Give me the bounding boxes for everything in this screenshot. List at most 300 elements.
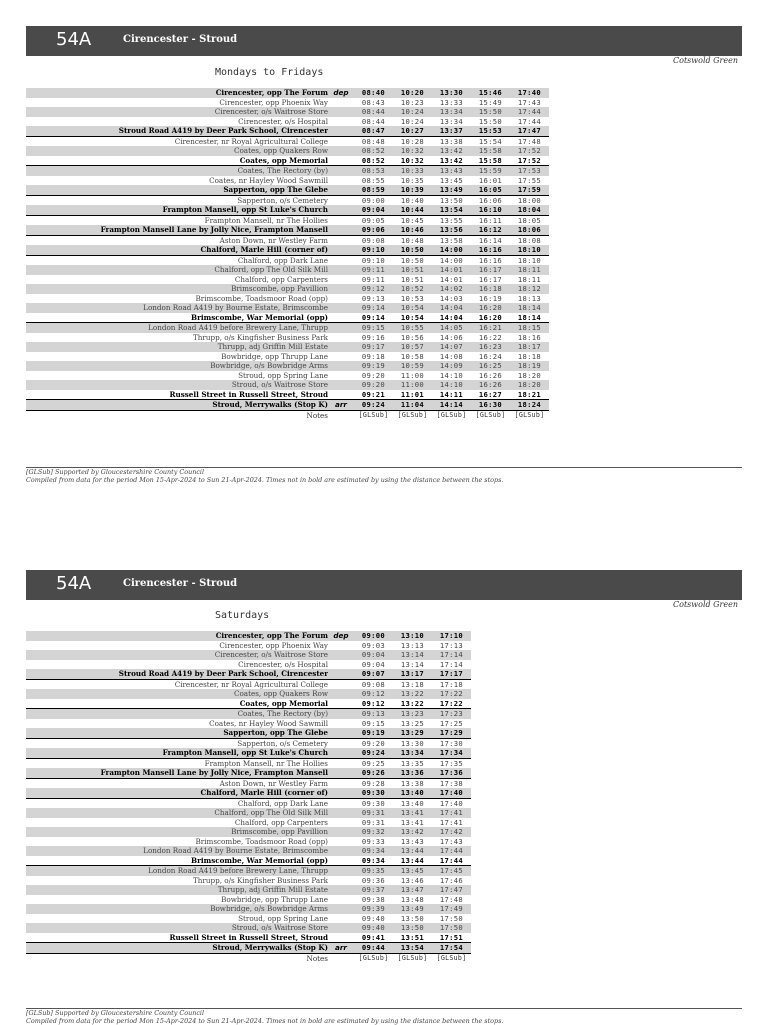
stop-name: Frampton Mansell Lane by Jolly Nice, Frampton Mansell: [26, 225, 328, 235]
note-code: [GLSub]: [393, 953, 432, 963]
departure-time: 13:54: [393, 943, 432, 954]
departure-time: 17:41: [432, 808, 471, 818]
dep-arr-marker: [328, 275, 354, 285]
timetable-row: [26, 650, 471, 660]
departure-time: 13:36: [393, 768, 432, 778]
dep-arr-marker: [328, 235, 354, 245]
departure-time: 16:26: [471, 380, 510, 390]
departure-time: 17:44: [439, 855, 464, 865]
note-code: [GLSub]: [432, 953, 471, 963]
stop-name: London Road A419 before Brewery Lane, Thrupp: [26, 323, 328, 333]
departure-time: 09:40: [361, 913, 386, 923]
departure-time: 17:40: [510, 88, 549, 98]
stop-name: London Road A419 by Bourne Estate, Brimscombe: [26, 303, 328, 313]
departure-time: 18:19: [510, 361, 549, 371]
stop-name: Brimscombe, opp Pavillion: [26, 827, 328, 837]
stop-name: Thrupp, o/s Kingfisher Business Park: [193, 332, 328, 342]
dep-arr-marker: [328, 136, 354, 146]
timetable-row: [26, 876, 471, 886]
departure-time: 17:44: [517, 116, 542, 126]
departure-time: 09:37: [354, 885, 393, 895]
departure-time: 13:17: [393, 669, 432, 679]
timetable-row: [26, 748, 471, 758]
dep-arr-marker: [328, 390, 354, 400]
footnote-support: [GLSub] Supported by Gloucestershire County Council: [26, 1009, 205, 1017]
departure-time: 16:17: [478, 274, 503, 284]
notes-label: Notes: [26, 953, 328, 963]
dep-arr-marker: [328, 313, 354, 323]
departure-time: 17:22: [432, 689, 471, 699]
dep-arr-marker: [328, 650, 354, 660]
notes-row: [26, 953, 471, 963]
stop-name: Stroud, o/s Waitrose Store: [26, 923, 328, 933]
stop-name: Coates, The Rectory (by): [26, 166, 328, 176]
departure-time: 16:22: [478, 332, 503, 342]
departure-time: 09:08: [354, 679, 393, 689]
departure-time: 13:50: [393, 923, 432, 933]
departure-time: 08:55: [361, 175, 386, 185]
dep-arr-marker: [328, 342, 354, 352]
dep-arr-marker: [328, 895, 354, 905]
departure-time: 09:13: [354, 709, 393, 719]
departure-time: 14:00: [432, 255, 471, 265]
departure-time: 14:06: [439, 332, 464, 342]
timetable-row: [26, 709, 471, 719]
stop-name: Bowbridge, o/s Bowbridge Arms: [26, 904, 328, 914]
departure-time: 09:31: [354, 808, 393, 818]
dep-arr-marker: [328, 709, 354, 719]
departure-time: 17:29: [432, 728, 471, 738]
dep-arr-marker: [328, 245, 354, 255]
route-banner: [26, 26, 742, 56]
dep-arr-marker: [328, 748, 354, 758]
departure-time: 13:50: [432, 195, 471, 205]
departure-time: 18:24: [510, 400, 549, 411]
operator-name: Cotswold Green: [673, 600, 738, 609]
departure-time: 17:14: [432, 650, 471, 660]
departure-time: 10:23: [400, 97, 425, 107]
departure-time: 09:35: [354, 866, 393, 876]
departure-time: 09:11: [361, 274, 386, 284]
departure-time: 09:21: [361, 389, 386, 399]
stop-name: Frampton Mansell, opp St Luke's Church: [26, 748, 328, 758]
dep-arr-marker: [328, 808, 354, 818]
timetable-row: [26, 719, 471, 729]
stop-name: Russell Street in Russell Street, Stroud: [169, 932, 328, 942]
departure-time: 13:55: [432, 215, 471, 225]
stop-name: Coates, opp Quakers Row: [26, 689, 328, 699]
timetable-row: [26, 255, 549, 265]
departure-time: 13:14: [393, 650, 432, 660]
timetable-row: [26, 284, 549, 294]
stop-name: Chalford, Marle Hill (corner of): [26, 245, 328, 255]
note-code: [GLSub]: [471, 410, 510, 420]
stop-name: Sapperton, opp The Glebe: [26, 728, 328, 738]
stop-name: Cirencester, opp Phoenix Way: [219, 640, 328, 650]
timetable-row: [26, 400, 549, 411]
departure-time: 18:14: [517, 312, 542, 322]
note-code: [GLSub]: [432, 410, 471, 420]
departure-time: 17:55: [517, 175, 542, 185]
departure-time: 08:47: [354, 126, 393, 136]
departure-time: 17:59: [510, 185, 549, 195]
departure-time: 10:39: [393, 185, 432, 195]
stop-name: Chalford, opp Dark Lane: [26, 255, 328, 265]
departure-time: 13:35: [393, 758, 432, 768]
dep-arr-marker: [328, 146, 354, 156]
departure-time: 17:14: [439, 659, 464, 669]
stop-name: Cirencester, nr Royal Agricultural College: [26, 679, 328, 689]
dep-arr-marker: [328, 885, 354, 895]
departure-time: 13:14: [400, 659, 425, 669]
dep-arr-marker: [328, 689, 354, 699]
stop-name: Thrupp, adj Griffin Mill Estate: [26, 885, 328, 895]
stop-name: Russell Street in Russell Street, Stroud: [169, 389, 328, 399]
dep-arr-marker: [328, 846, 354, 856]
stop-name: Cirencester, o/s Waitrose Store: [26, 650, 328, 660]
departure-time: 13:42: [432, 146, 471, 156]
departure-time: 09:00: [354, 631, 393, 641]
footnote-support: [GLSub] Supported by Gloucestershire County Council: [26, 468, 205, 476]
departure-time: 14:09: [432, 361, 471, 371]
departure-time: 13:46: [400, 875, 425, 885]
stop-name: Brimscombe, War Memorial (opp): [191, 312, 328, 322]
dep-arr-marker: [328, 255, 354, 265]
timetable-row: [26, 631, 471, 641]
departure-time: 18:14: [510, 303, 549, 313]
departure-time: 10:32: [393, 146, 432, 156]
timetable-row: [26, 294, 549, 304]
departure-time: 09:24: [354, 400, 393, 411]
route-title: Cirencester - Stroud: [123, 578, 238, 589]
dep-arr-marker: [328, 788, 354, 798]
departure-time: 13:38: [393, 778, 432, 788]
departure-time: 17:10: [432, 631, 471, 641]
note-code: [GLSub]: [354, 410, 393, 420]
stop-name: Sapperton, o/s Cemetery: [26, 195, 328, 205]
departure-time: 13:18: [393, 679, 432, 689]
departure-time: 13:45: [439, 175, 464, 185]
stop-name: Cirencester, o/s Hospital: [238, 116, 328, 126]
departure-time: 13:30: [393, 738, 432, 748]
timetable-row: [26, 885, 471, 895]
dep-arr-marker: [328, 195, 354, 205]
departure-time: 09:04: [354, 650, 393, 660]
timetable-row: [26, 333, 549, 343]
timetable-row: [26, 126, 549, 136]
departure-time: 16:06: [471, 195, 510, 205]
stop-name: Frampton Mansell, nr The Hollies: [26, 215, 328, 225]
dep-arr-marker: [328, 699, 354, 709]
departure-time: 16:16: [471, 245, 510, 255]
departure-time: 10:44: [393, 205, 432, 215]
departure-time: 10:40: [393, 195, 432, 205]
stop-name: Stroud, opp Spring Lane: [238, 913, 328, 923]
departure-time: 18:18: [517, 351, 542, 361]
route-title: Cirencester - Stroud: [123, 34, 238, 45]
dep-arr-marker: [328, 98, 354, 108]
departure-time: 14:14: [432, 400, 471, 411]
departure-time: 10:35: [400, 175, 425, 185]
dep-arr-marker: [328, 660, 354, 670]
dep-arr-marker: [328, 641, 354, 651]
departure-time: 13:49: [393, 904, 432, 914]
dep-arr-marker: [328, 798, 354, 808]
day-label: Mondays to Fridays: [215, 67, 324, 78]
departure-time: 15:50: [471, 107, 510, 117]
departure-time: 08:40: [354, 88, 393, 98]
timetable-row: [26, 195, 549, 205]
departure-time: 18:08: [510, 235, 549, 245]
departure-time: 11:00: [400, 370, 425, 380]
departure-time: 18:11: [510, 265, 549, 275]
departure-time: 14:05: [432, 323, 471, 333]
departure-time: 10:52: [393, 284, 432, 294]
departure-time: 17:17: [432, 669, 471, 679]
departure-time: 11:00: [393, 380, 432, 390]
departure-time: 10:55: [393, 323, 432, 333]
departure-time: 17:34: [432, 748, 471, 758]
timetable-row: [26, 923, 471, 933]
departure-time: 17:38: [432, 778, 471, 788]
departure-time: 14:07: [432, 342, 471, 352]
departure-time: 11:04: [393, 400, 432, 411]
departure-time: 09:26: [354, 768, 393, 778]
timetable-row: [26, 866, 471, 876]
stop-name: Chalford, opp Carpenters: [234, 817, 328, 827]
departure-time: 18:16: [517, 332, 542, 342]
departure-time: 10:56: [400, 332, 425, 342]
departure-time: 16:17: [471, 265, 510, 275]
stop-name: Coates, nr Hayley Wood Sawmill: [209, 175, 328, 185]
departure-time: 14:11: [439, 389, 464, 399]
departure-time: 13:42: [393, 827, 432, 837]
dep-arr-marker: [328, 176, 354, 186]
note-code: [GLSub]: [354, 953, 393, 963]
departure-time: 18:15: [510, 323, 549, 333]
stop-name: Coates, opp Quakers Row: [26, 146, 328, 156]
timetable-row: [26, 275, 549, 285]
departure-time: 13:40: [393, 798, 432, 808]
departure-time: 17:54: [432, 943, 471, 954]
departure-time: 13:25: [400, 718, 425, 728]
departure-time: 09:41: [361, 932, 386, 942]
stop-name: Coates, opp Memorial: [239, 698, 328, 708]
route-banner: [26, 570, 742, 600]
departure-time: 13:49: [432, 185, 471, 195]
timetable-saturdays: [26, 570, 742, 1024]
dep-arr-marker: [328, 126, 354, 136]
departure-time: 15:53: [471, 126, 510, 136]
timetable-row: [26, 205, 549, 215]
departure-time: 09:28: [354, 778, 393, 788]
timetable-row: [26, 117, 549, 127]
route-number: 54A: [56, 573, 92, 594]
timetable-row: [26, 933, 471, 943]
departure-time: 09:34: [354, 846, 393, 856]
dep-arr-marker: [328, 738, 354, 748]
dep-arr-marker: [328, 205, 354, 215]
timetable-row: [26, 235, 549, 245]
stop-name: Thrupp, adj Griffin Mill Estate: [26, 342, 328, 352]
timetable-row: [26, 380, 549, 390]
day-label: Saturdays: [215, 610, 270, 621]
departure-time: 15:58: [471, 146, 510, 156]
departure-time: 13:10: [393, 631, 432, 641]
timetable-row: [26, 225, 549, 235]
departure-time: 10:50: [393, 245, 432, 255]
departure-time: 17:49: [432, 904, 471, 914]
departure-time: 17:42: [432, 827, 471, 837]
stop-name: Brimscombe, opp Pavillion: [26, 284, 328, 294]
timetable-row: [26, 808, 471, 818]
departure-time: 13:54: [432, 205, 471, 215]
departure-time: 17:13: [439, 640, 464, 650]
stop-name: Brimscombe, War Memorial (opp): [191, 855, 328, 865]
stop-name: Aston Down, nr Westley Farm: [26, 235, 328, 245]
departure-time: 13:33: [439, 97, 464, 107]
departure-time: 09:11: [354, 265, 393, 275]
stop-name: Stroud Road A419 by Deer Park School, Cirencester: [26, 669, 328, 679]
stop-name: Brimscombe, Toadsmoor Road (opp): [195, 293, 328, 303]
departure-time: 11:01: [400, 389, 425, 399]
departure-time: 10:24: [393, 107, 432, 117]
departure-time: 15:59: [471, 166, 510, 176]
timetable-row: [26, 818, 471, 828]
dep-arr-marker: [328, 669, 354, 679]
dep-arr-marker: [328, 284, 354, 294]
departure-time: 15:49: [478, 97, 503, 107]
departure-time: 17:48: [439, 894, 464, 904]
dep-arr-marker: arr: [328, 943, 354, 954]
departure-time: 08:52: [361, 155, 386, 165]
departure-time: 09:10: [354, 255, 393, 265]
departure-time: 13:45: [393, 866, 432, 876]
timetable-row: [26, 846, 471, 856]
departure-time: 09:16: [361, 332, 386, 342]
departure-time: 13:23: [393, 709, 432, 719]
timetable-row: [26, 313, 549, 323]
departure-time: 13:41: [393, 808, 432, 818]
timetable-row: [26, 660, 471, 670]
timetable-row: [26, 352, 549, 362]
departure-time: 09:32: [354, 827, 393, 837]
timetable-row: [26, 146, 549, 156]
departure-time: 15:54: [471, 136, 510, 146]
notes-marker-blank: [328, 953, 354, 963]
route-number: 54A: [56, 29, 92, 50]
timetable-row: [26, 679, 471, 689]
timetable-row: [26, 669, 471, 679]
timetable-table: [26, 88, 549, 420]
departure-time: 14:03: [439, 293, 464, 303]
departure-time: 09:00: [354, 195, 393, 205]
departure-time: 10:57: [393, 342, 432, 352]
departure-time: 17:47: [510, 126, 549, 136]
departure-time: 17:43: [517, 97, 542, 107]
departure-time: 10:59: [393, 361, 432, 371]
departure-time: 09:40: [354, 923, 393, 933]
departure-time: 15:58: [478, 155, 503, 165]
timetable-row: [26, 788, 471, 798]
departure-time: 09:13: [361, 293, 386, 303]
dep-arr-marker: [328, 117, 354, 127]
departure-time: 16:25: [471, 361, 510, 371]
departure-time: 18:20: [510, 380, 549, 390]
departure-time: 09:04: [361, 659, 386, 669]
departure-time: 17:41: [439, 817, 464, 827]
stop-name: Brimscombe, Toadsmoor Road (opp): [195, 836, 328, 846]
timetable-row: [26, 303, 549, 313]
departure-time: 13:22: [400, 698, 425, 708]
timetable-row: [26, 856, 471, 866]
departure-time: 09:12: [361, 698, 386, 708]
departure-time: 10:32: [400, 155, 425, 165]
departure-time: 10:50: [393, 255, 432, 265]
departure-time: 16:11: [471, 215, 510, 225]
departure-time: 10:33: [393, 166, 432, 176]
departure-time: 17:18: [432, 679, 471, 689]
departure-time: 13:44: [393, 846, 432, 856]
departure-time: 13:43: [432, 166, 471, 176]
departure-time: 09:08: [354, 235, 393, 245]
departure-time: 14:08: [439, 351, 464, 361]
stop-name: Aston Down, nr Westley Farm: [26, 778, 328, 788]
timetable-row: [26, 88, 549, 98]
departure-time: 13:38: [432, 136, 471, 146]
note-code: [GLSub]: [393, 410, 432, 420]
stop-name: Sapperton, opp The Glebe: [26, 185, 328, 195]
dep-arr-marker: [328, 185, 354, 195]
departure-time: 17:51: [439, 932, 464, 942]
dep-arr-marker: [328, 876, 354, 886]
stop-name: Coates, opp Memorial: [239, 155, 328, 165]
dep-arr-marker: [328, 923, 354, 933]
timetable-row: [26, 166, 549, 176]
departure-time: 10:54: [400, 312, 425, 322]
departure-time: 17:43: [439, 836, 464, 846]
departure-time: 08:44: [354, 107, 393, 117]
departure-time: 09:19: [354, 728, 393, 738]
departure-time: 09:15: [354, 323, 393, 333]
stop-name: London Road A419 by Bourne Estate, Brimscombe: [26, 846, 328, 856]
departure-time: 09:20: [361, 370, 386, 380]
timetable-row: [26, 728, 471, 738]
departure-time: 18:17: [510, 342, 549, 352]
departure-time: 08:44: [361, 116, 386, 126]
departure-time: 16:27: [478, 389, 503, 399]
departure-time: 09:17: [354, 342, 393, 352]
dep-arr-marker: [328, 380, 354, 390]
departure-time: 13:48: [400, 894, 425, 904]
departure-time: 08:43: [361, 97, 386, 107]
timetable-row: [26, 185, 549, 195]
departure-time: 10:20: [393, 88, 432, 98]
departure-time: 13:30: [432, 88, 471, 98]
stop-name: Cirencester, opp Phoenix Way: [219, 97, 328, 107]
departure-time: 13:29: [393, 728, 432, 738]
timetable-row: [26, 361, 549, 371]
timetable-row: [26, 689, 471, 699]
departure-time: 18:13: [517, 293, 542, 303]
stop-name: Bowbridge, o/s Bowbridge Arms: [26, 361, 328, 371]
departure-time: 17:36: [432, 768, 471, 778]
dep-arr-marker: [328, 933, 354, 943]
timetable-row: [26, 265, 549, 275]
departure-time: 18:10: [510, 255, 549, 265]
departure-time: 09:04: [354, 205, 393, 215]
stop-name: Stroud, o/s Waitrose Store: [26, 380, 328, 390]
